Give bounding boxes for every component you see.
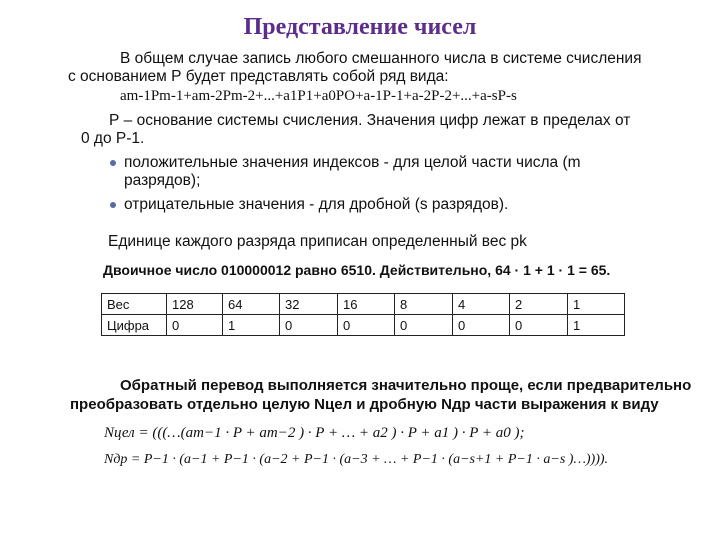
- table-row: [102, 315, 625, 336]
- intro-line-2: с основанием Р будет представлять собой ряд вида:: [68, 68, 449, 85]
- row-label: Цифра: [102, 315, 167, 336]
- reverse-line-1: Обратный перевод выполняется значительно проще, если предварительно: [120, 377, 692, 394]
- bullet-negative: отрицательные значения - для дробной (s разрядов).: [124, 196, 509, 213]
- table-cell: 1: [223, 315, 280, 336]
- table-cell: 128: [167, 294, 223, 315]
- table-cell: 32: [280, 294, 338, 315]
- table-cell: 0: [395, 315, 453, 336]
- table-cell: 0: [167, 315, 223, 336]
- table-cell: 16: [338, 294, 395, 315]
- intro-line-1: В общем случае запись любого смешанного числа в системе счисления: [120, 50, 642, 67]
- base-definition-line-2: 0 до Р-1.: [81, 130, 145, 147]
- table-row: [102, 294, 625, 315]
- bullet-dot: [110, 160, 116, 166]
- integer-part-formula: Nцел = (((…(am−1 · P + am−2 ) · P + … + a2 ) · P + a1 ) · P + a0 );: [104, 425, 525, 441]
- binary-example: Двоичное число 010000012 равно 6510. Действительно, 64 · 1 + 1 · 1 = 65.: [103, 262, 611, 278]
- bullet-positive-line-2: разрядов);: [124, 172, 201, 189]
- base-definition-line-1: Р – основание системы счисления. Значения цифр лежат в пределах от: [109, 112, 631, 129]
- bullet-positive-line-1: положительные значения индексов - для целой части числа (m: [124, 154, 581, 171]
- row-label: Вес: [102, 294, 167, 315]
- weights-table: [101, 293, 625, 336]
- weight-sentence: Единице каждого разряда приписан определенный вес pk: [108, 233, 527, 250]
- table-cell: 1: [568, 294, 625, 315]
- fraction-part-formula: Nдр = P−1 · (a−1 + P−1 · (a−2 + P−1 · (a−3 + … + P−1 · (a−s+1 + P−1 · a−s )…)))).: [104, 452, 609, 467]
- bullet-dot: [110, 202, 116, 208]
- table-cell: 8: [395, 294, 453, 315]
- table-cell: 0: [453, 315, 510, 336]
- table-cell: 1: [568, 315, 625, 336]
- table-cell: 0: [510, 315, 568, 336]
- table-cell: 2: [510, 294, 568, 315]
- table-cell: 64: [223, 294, 280, 315]
- table-cell: 0: [280, 315, 338, 336]
- reverse-line-2: преобразовать отдельно целую Nцел и дробную Nдр части выражения к виду: [70, 396, 659, 413]
- table-cell: 4: [453, 294, 510, 315]
- table-cell: 0: [338, 315, 395, 336]
- series-formula: am-1Pm-1+am-2Pm-2+...+a1P1+a0PO+a-1P-1+a-2P-2+...+a-sP-s: [120, 88, 517, 104]
- page-title: Представление чисел: [243, 14, 477, 40]
